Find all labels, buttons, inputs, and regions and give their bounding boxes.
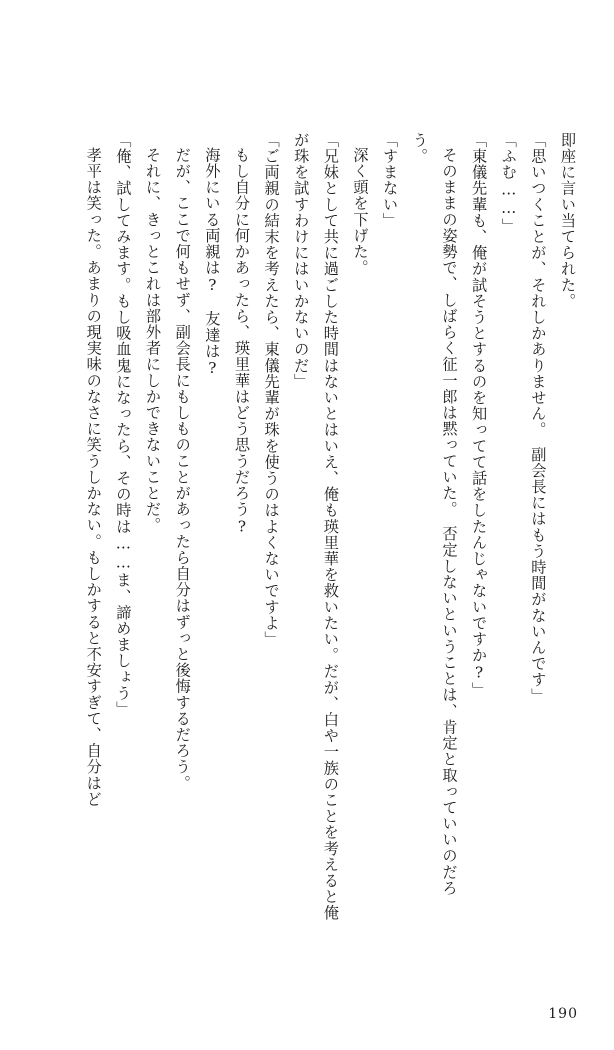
paragraph: 深く頭を下げた。	[351, 147, 370, 276]
vertical-text-body	[42, 132, 582, 922]
paragraph: 「兄妹として共に過ごした時間はないとはいえ、俺も瑛里華を救いたい。だが、白や一族のことを考えると俺が珠を試すわけにはいかないのだ」	[292, 132, 340, 921]
paragraph: 「ふむ……」	[499, 132, 518, 235]
paragraph: だが、ここで何もせず、副会長にもしものことがあったら自分はずっと後悔するだろう。	[173, 147, 192, 792]
paragraph: 孝平は笑った。あまりの現実味のなさに笑うしかない。もしかすると不安すぎて、自分はど	[84, 147, 103, 808]
page-number: 190	[548, 1006, 578, 1022]
paragraph: 「俺、試してみます。もし吸血鬼になったら、その時は……ま、諦めましょう」	[114, 132, 133, 718]
paragraph: 「思いつくことが、それしかありません。 副会長にはもう時間がないんです」	[529, 132, 548, 704]
paragraph: 「すまない」	[381, 132, 400, 229]
paragraph: そのままの姿勢で、しばらく征一郎は黙っていた。 否定しないということは、肯定と取っていいのだろう。	[410, 132, 459, 897]
paragraph: それに、きっとこれは部外者にしかできないことだ。	[144, 147, 163, 534]
paragraph: 海外にいる両親は? 友達は?	[203, 147, 222, 379]
paragraph: もし自分に何かあったら、瑛里華はどう思うだろう?	[232, 147, 251, 537]
paragraph: 「東儀先輩も、俺が試そうとするのを知ってて話をしたんじゃないですか?」	[470, 132, 489, 699]
paragraph: 即座に言い当てられた。	[559, 132, 577, 310]
paragraph: 「ご両親の結末を考えたら、東儀先輩が珠を使うのはよくないですよ」	[262, 132, 281, 648]
